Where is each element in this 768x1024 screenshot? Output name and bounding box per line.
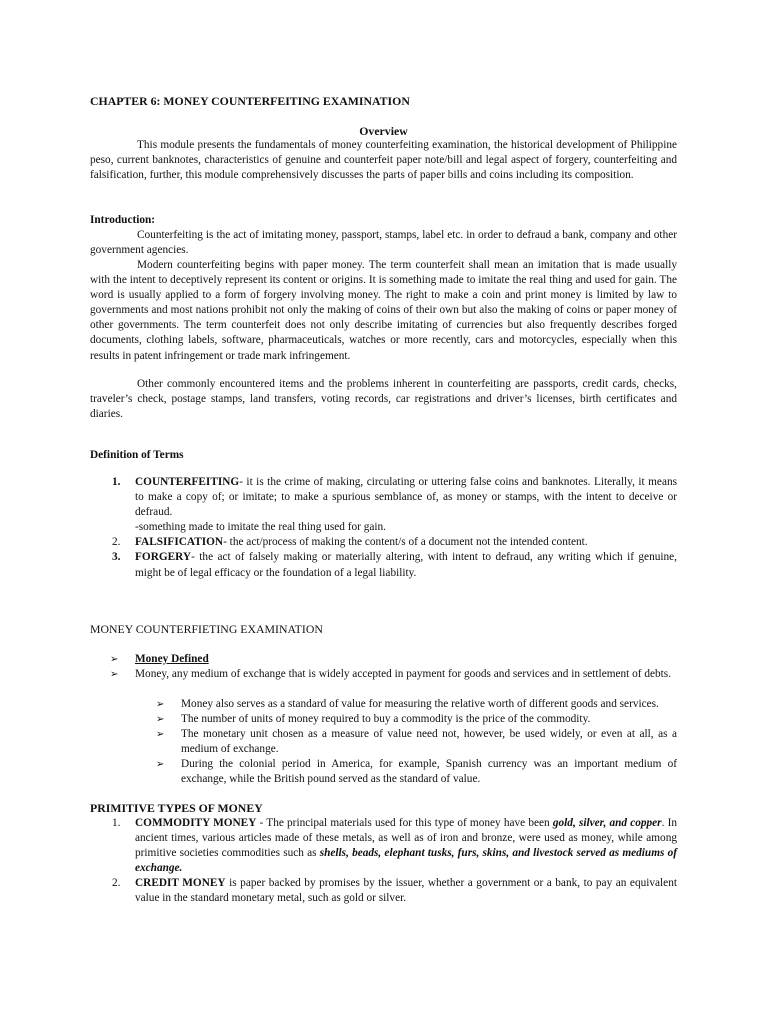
definition-term: FORGERY (135, 551, 192, 564)
definition-item (90, 550, 677, 580)
primitive-item (90, 816, 677, 876)
introduction-paragraph-2: Modern counterfeiting begins with paper money. The term counterfeit shall mean an imitation that is made usually with the intent to deceptively represent its content or origins. It is something made to imitate the real thing and used for gain. The word is usually applied to a form of forgery involving money. The right to make a coin and print money is limited by law to governments and most nations prohibit not only the making of coins of their own but also the making of coins or paper money of other governments. The term counterfeit does not only describe imitating of currencies but also frequently describes forged documents, clothing labels, software, pharmaceuticals, watches or more recently, cars and motorcycles, especially when this results in patent infringement or trade mark infringement. (90, 259, 677, 362)
primitive-item (90, 876, 677, 906)
definitions-list (90, 475, 677, 581)
primitive-heading: PRIMITIVE TYPES OF MONEY (90, 801, 263, 815)
introduction-paragraph-1: Counterfeiting is the act of imitating money, passport, stamps, label etc. in order to defraud a bank, company and other government agencies. (90, 229, 677, 257)
definition-item (90, 475, 677, 535)
primitive-number: 1. (112, 817, 121, 829)
list-item (90, 727, 677, 757)
primitive-number: 2. (112, 877, 121, 890)
primitive-emphasis: shells, beads, elephant tusks, furs, skins, and livestock served as mediums of exchange. (135, 847, 677, 875)
primitive-text: is paper backed by promises by the issuer, whether a government or a bank, to pay an equivalent value in the standard monetary metal, such as gold or silver. (135, 877, 677, 905)
money-exam-heading: MONEY COUNTERFIETING EXAMINATION (90, 622, 323, 636)
primitive-term: COMMODITY MONEY (135, 817, 257, 829)
definition-number: 1. (112, 476, 121, 488)
definition-number: 3. (112, 551, 121, 564)
list-item (90, 667, 677, 682)
primitive-term: CREDIT MONEY (135, 877, 226, 890)
arrow-bullet-icon: ➢ (156, 759, 165, 771)
definition-item (90, 535, 677, 550)
money-defined-heading: Money Defined (135, 653, 209, 665)
chapter-title: CHAPTER 6: MONEY COUNTERFEITING EXAMINATION (90, 94, 410, 108)
list-item (90, 652, 677, 667)
list-item (90, 697, 677, 712)
primitive-emphasis: gold, silver, and copper (552, 817, 662, 829)
list-item (90, 712, 677, 727)
money-bullets (90, 652, 677, 682)
overview-paragraph: This module presents the fundamentals of money counterfeiting examination, the historical development of Philippine peso, current banknotes, characteristics of genuine and counterfeit paper note/bill and legal aspect of forgery, counterfeiting and falsification, further, this module comprehensively discusses the parts of paper bills and coins including its composition. (90, 139, 677, 182)
introduction-heading: Introduction: (90, 214, 156, 226)
arrow-bullet-icon: ➢ (156, 729, 165, 741)
definition-text: - the act of falsely making or materially altering, with intent to defraud, any writing which if genuine, might be of legal efficacy or the foundation of a legal liability. (135, 551, 677, 579)
sub-bullet-text: Money also serves as a standard of value for measuring the relative worth of different goods and services. (181, 698, 659, 710)
overview-heading: Overview (359, 124, 408, 138)
sub-bullet-text: The monetary unit chosen as a measure of value need not, however, be used widely, or even at all, as a medium of exchange. (181, 728, 677, 756)
definitions-heading: Definition of Terms (90, 449, 184, 461)
definition-text: - the act/process of making the content/s of a document not the intended content. (223, 536, 588, 549)
arrow-bullet-icon: ➢ (110, 669, 119, 681)
money-definition-text: Money, any medium of exchange that is widely accepted in payment for goods and services and in settlement of debts. (135, 668, 672, 681)
definition-text: - it is the crime of making, circulating or uttering false coins and banknotes. Literally, it means to make a copy of; or imitate; to make a spurious semblance of, as money or stamps, with the intent to deceive or defraud. (135, 476, 677, 519)
list-item (90, 757, 677, 787)
primitive-text: - The principal materials used for this type of money have been (256, 817, 553, 829)
money-sub-bullets (90, 697, 677, 788)
primitive-text: . In ancient times, various articles made of these metals, as well as of iron and bronze, were used as money, while among primitive societies commodities such as (135, 817, 677, 860)
arrow-bullet-icon: ➢ (156, 699, 165, 710)
primitive-list (90, 816, 677, 907)
arrow-bullet-icon: ➢ (110, 654, 119, 665)
sub-bullet-text: The number of units of money required to buy a commodity is the price of the commodity. (181, 713, 591, 726)
definition-extra: -something made to imitate the real thing used for gain. (135, 521, 386, 534)
sub-bullet-text: During the colonial period in America, for example, Spanish currency was an important medium of exchange, while the British pound served as the standard of value. (181, 758, 677, 786)
definition-term: COUNTERFEITING (135, 476, 240, 488)
arrow-bullet-icon: ➢ (156, 714, 165, 726)
introduction-paragraph-3: Other commonly encountered items and the problems inherent in counterfeiting are passports, credit cards, checks, traveler’s check, postage stamps, land transfers, voting records, car registrations and driver’s licenses, birth certificates and diaries. (90, 378, 677, 421)
definition-term: FALSIFICATION (135, 536, 224, 549)
definition-number: 2. (112, 536, 121, 549)
